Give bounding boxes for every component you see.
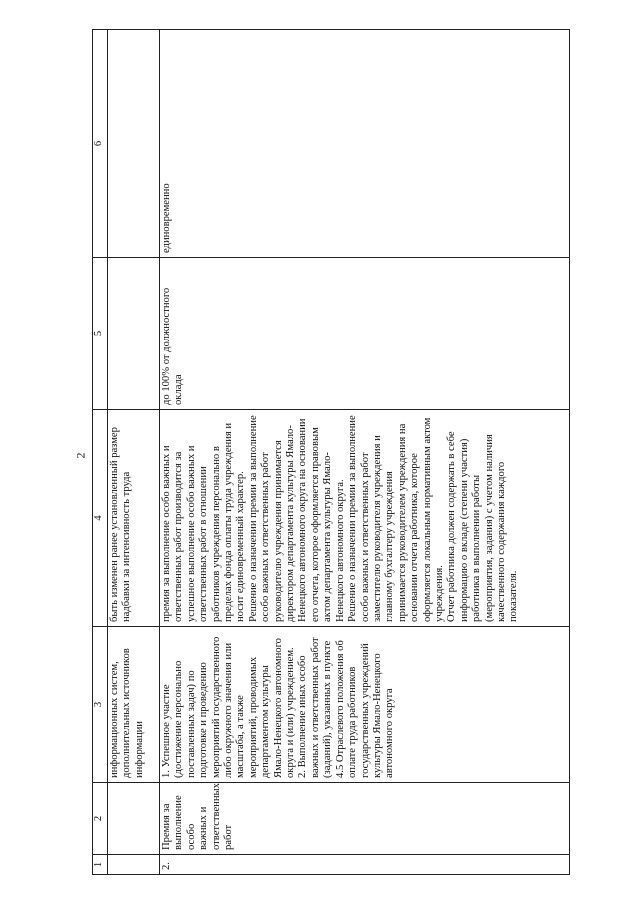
procedure-paragraph: Отчет работника должен содержать в себе информацию о вкладе (степени участия) работника в выполнении работы (мероприятия, задания) с учетом наличия качественного содержания каждого показателя. xyxy=(446,431,520,622)
continuation-row xyxy=(108,30,160,875)
cell-empty xyxy=(108,783,160,855)
payment-conditions xyxy=(160,627,570,783)
cell-empty xyxy=(108,30,160,258)
continuation-procedure: быть изменен ранее установленный размер надбавки за интенсивность труда xyxy=(108,410,160,627)
table-row xyxy=(160,30,570,875)
row-number: 2. xyxy=(160,855,570,875)
procedure-paragraph: Решение о назначении премии за выполнение особо важных и ответственных работ заместителю руководителя учреждения и главному бухгалтеру учреждения принимается руководителем учреждения на основании отчета работника, которое оформляется локальным нормативным актом учреждения. xyxy=(347,415,445,622)
payment-periodicity: единовременно xyxy=(160,30,570,258)
header-cell: 6 xyxy=(93,30,108,258)
condition-item: 1. Успешное участие (достижение персонально поставленных задач) по подготовке и проведению мероприятий государственного либо окружного значения или масштаба, а также мероприятий, проводимых департаментом культуры Ямало-Ненецкого автономного округа и (или) учреждением. xyxy=(161,636,297,778)
header-cell: 5 xyxy=(93,258,108,410)
header-cell: 2 xyxy=(93,783,108,855)
procedure-paragraph: Решение о назначении премии за выполнение особо важных и ответственных работ руководителю учреждения принимается директором департамента культуры Ямало-Ненецкого автономного округа на основании его отчета, которое оформляется правовым актом департамента культуры Ямало-Ненецкого автономного округа. xyxy=(247,415,346,622)
cell-empty xyxy=(108,258,160,410)
header-cell: 4 xyxy=(93,410,108,627)
procedure-paragraph: премия за выполнение особо важных и ответственных работ производится за успешное выполнение особо важных и ответственных работ в отношении работников учреждения персонально в пределах фонда оплаты труда учреждения и носит единовременный характер. xyxy=(161,422,247,622)
payment-amount: до 100% от должностного оклада xyxy=(160,258,570,410)
header-cell: 1 xyxy=(93,855,108,875)
header-row xyxy=(93,30,108,875)
rotated-page xyxy=(92,30,602,875)
page-number: 2 xyxy=(73,452,88,459)
continuation-conditions: информационных систем, дополнительных источников информации xyxy=(108,627,160,783)
header-cell: 3 xyxy=(93,627,108,783)
payment-table xyxy=(92,29,570,875)
payment-name: Премия за выполнение особо важных и ответственных работ xyxy=(160,783,570,855)
payment-procedure xyxy=(160,410,570,627)
cell-empty xyxy=(108,855,160,875)
condition-item: 2. Выполнение иных особо важных и ответственных работ (заданий), указанных в пункте 4.5 Отраслевого положения об оплате труда работников государственных учреждений культуры Ямало-Ненецкого автономного округа xyxy=(297,637,396,778)
